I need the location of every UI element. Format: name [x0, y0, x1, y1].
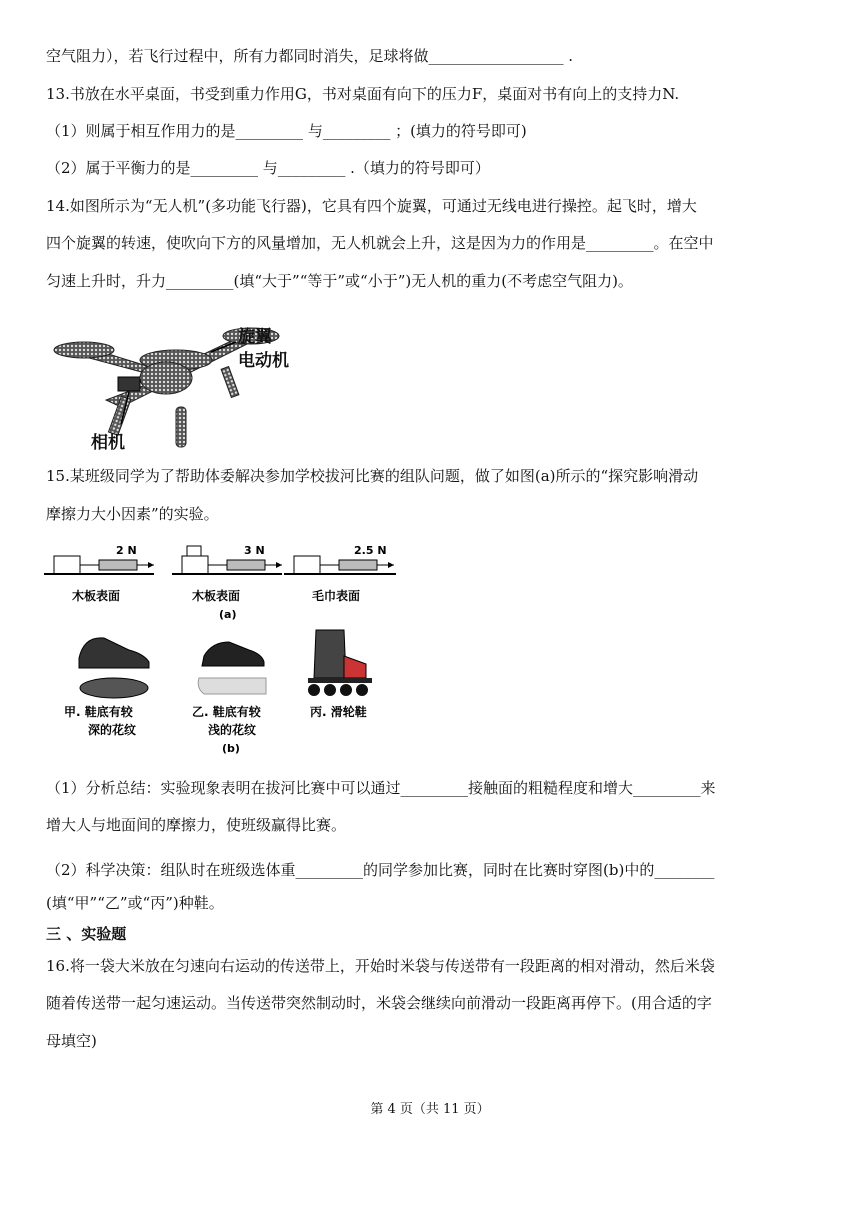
q14-line2: 四个旋翼的转速，使吹向下方的风量增加，无人机就会上升，这是因为力的作用是_________。在空中 — [46, 234, 714, 252]
q16-line1: 16.将一袋大米放在匀速向右运动的传送带上，开始时米袋与传送带有一段距离的相对滑动，然后米袋 — [46, 957, 715, 975]
q13-part2: （2）属于平衡力的是_________ 与_________ .（填力的符号即可） — [46, 159, 490, 177]
surface-3: 毛巾表面 — [312, 589, 361, 603]
force-3: 2.5 N — [354, 544, 387, 557]
label-rotor: 旋翼 — [238, 327, 272, 347]
q14-line1: 14.如图所示为“无人机”(多功能飞行器)，它具有四个旋翼，可通过无线电进行操控。起飞时，增大 — [46, 197, 697, 215]
shoe-bing-label: 丙. 滑轮鞋 — [310, 705, 367, 719]
shoe-bing-image — [308, 630, 372, 696]
section-title: 三 、实验题 — [46, 925, 127, 943]
q14-line3: 匀速上升时，升力_________(填“大于”“等于”或“小于”)无人机的重力(不考虑空气阻力)。 — [46, 272, 633, 290]
camera-shape — [118, 377, 140, 391]
q15-line2: 摩擦力大小因素”的实验。 — [46, 505, 219, 523]
q15-part1-line1: （1）分析总结：实验现象表明在拔河比赛中可以通过_________接触面的粗糙程度和增大_________来 — [46, 779, 716, 797]
q15-part2-line1: （2）科学决策：组队时在班级选体重_________的同学参加比赛，同时在比赛时穿图(b)中的________ — [46, 861, 715, 879]
force-1: 2 N — [116, 544, 137, 557]
shoe-yi-label-1: 乙. 鞋底有较 — [192, 705, 261, 719]
friction-figure — [44, 538, 404, 768]
q15-part1-line2: 增大人与地面间的摩擦力，使班级赢得比赛。 — [46, 816, 347, 834]
surface-1: 木板表面 — [72, 589, 121, 603]
shoe-yi-label-2: 浅的花纹 — [208, 723, 257, 737]
surface-2: 木板表面 — [192, 589, 241, 603]
q16-line3: 母填空) — [46, 1032, 97, 1050]
q15-line1: 15.某班级同学为了帮助体委解决参加学校拔河比赛的组队问题，做了如图(a)所示的“探究影响滑动 — [46, 467, 699, 485]
caption-b: (b) — [222, 742, 240, 755]
label-motor: 电动机 — [238, 351, 289, 371]
setup-3 — [284, 544, 396, 603]
q13-stem: 13.书放在水平桌面，书受到重力作用G，书对桌面有向下的压力F，桌面对书有向上的支持力N. — [46, 85, 680, 103]
shoe-jia-image — [79, 638, 149, 698]
setup-2 — [172, 544, 282, 621]
drone-figure — [46, 312, 316, 457]
setup-1 — [44, 544, 154, 603]
shoe-yi-image — [198, 642, 266, 694]
q13-part1: （1）则属于相互作用力的是_________ 与_________ ；(填力的符号即可) — [46, 122, 527, 140]
label-camera: 相机 — [91, 433, 125, 453]
force-2: 3 N — [244, 544, 265, 557]
page-footer: 第 4 页（共 11 页） — [370, 1102, 490, 1117]
shoe-jia-label-1: 甲. 鞋底有较 — [64, 705, 133, 719]
caption-a: (a) — [219, 608, 237, 621]
q12-continuation: 空气阻力），若飞行过程中，所有力都同时消失，足球将做__________________ . — [46, 47, 574, 65]
shoe-jia-label-2: 深的花纹 — [88, 723, 137, 737]
q16-line2: 随着传送带一起匀速运动。当传送带突然制动时，米袋会继续向前滑动一段距离再停下。(用合适的字 — [46, 994, 712, 1012]
q15-part2-line2: (填“甲”“乙”或“丙”)种鞋。 — [46, 894, 224, 912]
